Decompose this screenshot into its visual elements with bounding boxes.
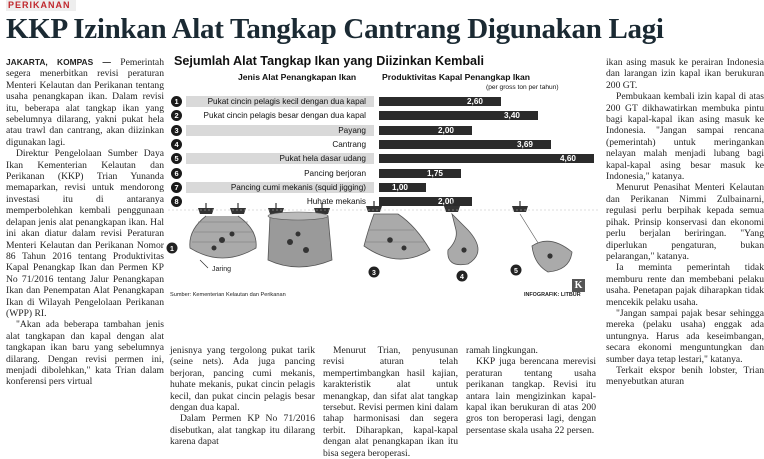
row-number-badge: 4	[171, 139, 182, 150]
article-column-3	[323, 345, 458, 459]
illustration-number: 3	[372, 270, 376, 277]
category-label: Payang	[338, 125, 366, 135]
headline: KKP Izinkan Alat Tangkap Cantrang Digunakan Lagi	[6, 13, 664, 45]
row-number-badge: 6	[171, 168, 182, 179]
bar-value-label: 1,75	[427, 168, 443, 178]
article-paragraph	[6, 57, 164, 148]
row-number-badge: 3	[171, 125, 182, 136]
article-paragraph: Ia meminta pemerintah tidak memburu rente dan membebani pelaku usaha. Penetapan pajak diharapkan tidak mencekik pelaku usaha.	[606, 262, 764, 308]
article-paragraph: Pembukaan kembali izin kapal di atas 200 GT dikhawatirkan membuka pintu bagi kapal-kapal ikan asing masuk ke Indonesia. "Jangan sampai rencana (pemerintah) untuk meringankan nelayan malah menjadi lubang bagi kapal-kapal asing besar masuk ke Indonesia," katanya.	[606, 91, 764, 183]
article-paragraph: "Akan ada beberapa tambahan jenis alat tangkapan dan kapal dengan alat tangkapan ikan baru yang sebelumnya dilarang. Dengan revisi permen ini, menjadi dibolehkan," kata Trian dalam konferensi pers virtual	[6, 319, 164, 388]
bar-value-label: 2,00	[438, 197, 454, 207]
infographic	[168, 52, 598, 342]
kompas-logo: K	[572, 279, 585, 292]
article-column-1	[6, 57, 164, 429]
article-paragraph: KKP juga berencana merevisi peraturan tentang usaha perikanan tangkap. Revisi itu antara lain mengizinkan kapal-kapal ikan berukuran di atas 200 gros ton beroperasi lagi, dengan persentase skala usaha 22 persen.	[466, 356, 596, 436]
bar-value-label: 3,69	[517, 139, 533, 149]
value-header: Produktivitas Kapal Penangkap Ikan	[382, 72, 531, 82]
chart-row	[168, 139, 598, 150]
unit-label: (per gross ton per tahun)	[486, 84, 559, 91]
shrimp-trawl-illustration	[512, 201, 572, 272]
article-paragraph: Terkait ekspor benih lobster, Trian menyebutkan aturan	[606, 364, 764, 388]
bar-value-label: 2,00	[438, 125, 454, 135]
bar	[379, 126, 472, 135]
illustration-number: 4	[460, 274, 464, 281]
bar-value-label: 3,40	[504, 111, 520, 121]
fishing-gear-illustration	[168, 190, 598, 300]
article-column-4	[466, 345, 596, 436]
article-column-2	[170, 345, 315, 448]
article-column-5	[606, 57, 764, 429]
article-paragraph: Direktur Pengelolaan Sumber Daya Ikan Kementerian Kelautan dan Perikanan (KKP) Trian Yunanda memaparkan, revisi untuk mendorong investasi itu di antaranya memperbolehkan kembali penggunaan delapan jenis alat penangkapan ikan. Hal ini akan diatur dalam revisi Peraturan Menteri Kelautan dan Perikanan Nomor 86 Tahun 2016 tentang Produktivitas Kapal Penangkap Ikan dan Permen KP No 71/2016 tentang Jalur Penangkapan Ikan dan Penempatan Alat Penangkapan Ikan di Wilayah Pengelolaan Perikanan (WPP) RI.	[6, 148, 164, 319]
row-number-badge: 1	[171, 96, 182, 107]
category-label: Pancing berjoran	[304, 168, 366, 178]
purse-seine-illustration	[190, 203, 256, 258]
article-paragraph: Menurut Trian, penyusunan revisi aturan telah mempertimbangkan hasil kajian, karakteristik alat untuk menangkap, dan sifat alat tangkap tersebut. Revisi permen kini dalam tahap harmonisasi dan segera terbit. Diharapkan, kapal-kapal dengan alat penangkapan ikan itu bisa segera beroperasi.	[323, 345, 458, 459]
category-label: Huhate mekanis	[306, 197, 366, 207]
infographic-title: Sejumlah Alat Tangkap Ikan yang Diizinkan Kembali	[174, 54, 485, 68]
row-number-badge: 7	[171, 182, 182, 193]
article-paragraph: jenisnya yang tergolong pukat tarik (seine nets). Ada juga pancing berjoran, pancing cumi mekanis, huhate mekanis, pukat cincin pelagis kecil, dan pukat cincin pelagis besar dengan dua kapal.	[170, 345, 315, 414]
category-label: Cantrang	[332, 139, 366, 149]
large-purse-seine-illustration	[268, 203, 332, 267]
bar	[379, 169, 461, 178]
source-note: Sumber: Kementerian Kelautan dan Perikanan	[170, 292, 286, 298]
article-paragraph: ikan asing masuk ke perairan Indonesia dan larangan izin kapal ikan berukuran 200 GT.	[606, 57, 764, 91]
illustration-number: 5	[514, 268, 518, 275]
illustration-number: 1	[170, 246, 174, 253]
chart-row	[168, 125, 598, 136]
category-label: Pukat cincin pelagis besar dengan dua kapal	[203, 111, 366, 121]
article-paragraph: "Jangan sampai pajak besar sehingga mereka (pelaku usaha) enggak ada untungnya. Harus ada keseimbangan, secara ekonomi menguntungkan dan sumber daya tetap lestari," katanya.	[606, 307, 764, 365]
category-label: Pukat hela dasar udang	[279, 154, 366, 164]
row-number-badge: 5	[171, 153, 182, 164]
payang-illustration	[364, 201, 430, 259]
dateline: JAKARTA, KOMPAS —	[6, 57, 111, 67]
bar-value-label: 1,00	[392, 182, 408, 192]
cantrang-illustration	[444, 201, 478, 265]
chart-row	[168, 96, 598, 107]
article-paragraph: Dalam Permen KP No 71/2016 disebutkan, alat tangkap itu dilarang karena dapat	[170, 413, 315, 448]
article-paragraph: ramah lingkungan.	[466, 345, 538, 356]
chart-row	[168, 168, 598, 179]
category-label: Pancing cumi mekanis (squid jigging)	[230, 182, 366, 192]
section-kicker: PERIKANAN	[6, 0, 76, 11]
row-number-badge: 8	[171, 196, 182, 207]
chart-row	[168, 110, 598, 121]
row-number-badge: 2	[171, 110, 182, 121]
jaring-label: Jaring	[212, 266, 232, 273]
bar-value-label: 2,60	[467, 97, 483, 106]
paragraph-text: Pemerintah segera menerbitkan revisi peraturan Menteri Kelautan dan Perikanan tentang usaha penangkapan ikan. Dalam revisi itu, beberapa alat tangkap ikan yang sebelumnya dilarang, yakni pukat hela atau trawl dan cantrang, akan diizinkan digunakan lagi.	[6, 57, 164, 148]
chart-row	[168, 153, 598, 164]
category-label: Pukat cincin pelagis kecil dengan dua kapal	[207, 97, 366, 106]
infographic-credit: INFOGRAFIK: LITBUR	[524, 292, 581, 298]
article-paragraph: Menurut Penasihat Menteri Kelautan dan Perikanan Nimmi Zulbainarni, regulasi perlu berpihak kepada semua pihak. Prinsip konservasi dan ekonomi perlu berjalan beriringan. "Yang diperlukan pengaturan, bukan pelarangan," katanya.	[606, 182, 764, 262]
category-header: Jenis Alat Penangkapan Ikan	[238, 72, 357, 82]
bar-value-label: 4,60	[560, 154, 576, 164]
